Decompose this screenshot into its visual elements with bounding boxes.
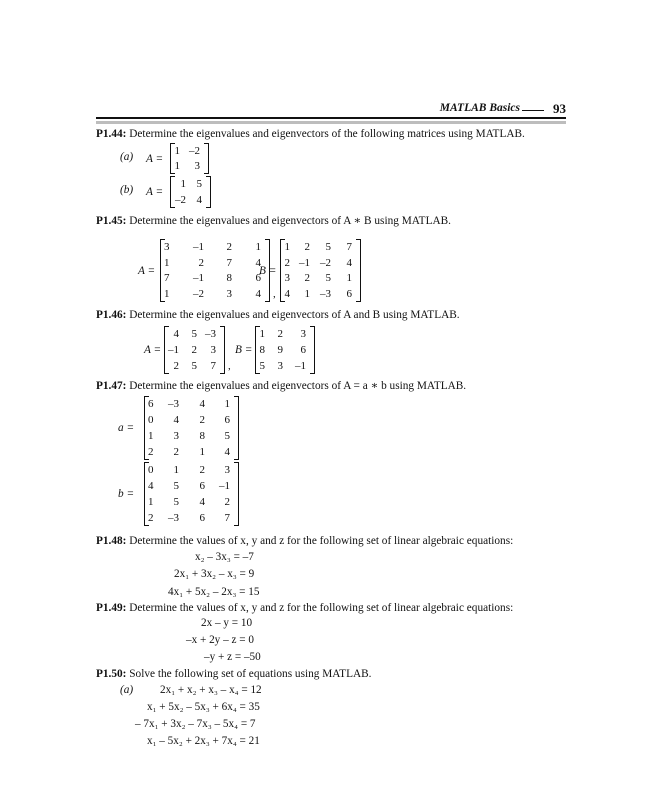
matrix-cell: –2 [189, 144, 200, 157]
problem-text: Solve the following set of equations using MATLAB. [126, 668, 372, 680]
matrix-p46-a [144, 326, 244, 374]
running-head [96, 102, 566, 118]
matrix-cell: –2 [193, 288, 204, 301]
matrix-cell: 5 [259, 360, 265, 372]
matrix-cells [284, 239, 356, 302]
problem-number: P1.49: [96, 602, 127, 614]
matrix-cell: 0 [148, 464, 154, 476]
right-bracket [234, 396, 239, 460]
equation: –y + z = –50 [204, 651, 261, 663]
matrix-cell: 2 [148, 512, 154, 524]
right-bracket [204, 143, 209, 174]
matrix-cell: 5 [196, 178, 202, 190]
matrix-p45-a [138, 239, 276, 302]
matrix-cell: 1 [259, 328, 265, 340]
matrix-cell: 2 [173, 360, 179, 372]
matrix-cell: –1 [193, 272, 204, 285]
matrix-cell: 1 [284, 240, 290, 253]
matrix-cell: 4 [199, 496, 205, 508]
matrix-cells [148, 396, 234, 460]
matrix-cells [148, 462, 234, 526]
matrix-cell: 4 [148, 480, 154, 492]
matrix-label: a = [118, 422, 135, 434]
matrix-p46-b [235, 326, 325, 374]
header-rule [96, 117, 566, 119]
matrix-cell: 4 [173, 328, 179, 340]
matrix-cell: 2 [199, 464, 205, 476]
matrix-p47-b [118, 462, 248, 526]
matrix-cell: 1 [148, 430, 154, 442]
problem-text: Determine the eigenvalues and eigenvectors of A = a ∗ b using MATLAB. [126, 380, 467, 392]
problem-text: Determine the values of x, y and z for the following set of linear algebraic equations: [126, 535, 514, 547]
matrix-cell: 1 [304, 288, 310, 301]
problem-p1-44 [96, 128, 525, 140]
header-dash [522, 110, 544, 111]
matrix-cell: 5 [191, 360, 197, 372]
problem-p1-48 [96, 535, 513, 547]
matrix-cell: –3 [320, 288, 331, 301]
matrix-cell: 9 [277, 344, 283, 356]
matrix-cell: 5 [191, 328, 197, 340]
matrix-label: B = [235, 344, 253, 356]
matrix-cell: 2 [173, 446, 179, 458]
matrix-cell: 1 [164, 256, 170, 269]
matrix-label: A = [138, 264, 156, 277]
matrix-cell: 4 [255, 288, 261, 301]
matrix-cell: 3 [173, 430, 179, 442]
matrix-cell: 1 [174, 160, 180, 173]
matrix-cell: 5 [325, 240, 331, 253]
problem-p1-46 [96, 309, 460, 321]
comma: , [228, 360, 231, 372]
matrix-cell: 8 [199, 430, 205, 442]
matrix-cell: 6 [199, 480, 205, 492]
problem-number: P1.45: [96, 215, 127, 227]
problem-number: P1.46: [96, 309, 127, 321]
matrix-cell: 4 [255, 256, 261, 269]
matrix-cell: 1 [224, 398, 230, 410]
problem-text: Determine the eigenvalues and eigenvectors of A ∗ B using MATLAB. [126, 215, 451, 227]
matrix-cell: 2 [226, 240, 232, 253]
matrix-cell: 2 [224, 496, 230, 508]
matrix-label: A = [146, 152, 164, 165]
matrix-cell: 3 [277, 360, 283, 372]
right-bracket [356, 239, 361, 302]
matrix-cell: –1 [299, 256, 310, 269]
matrix-cell: 5 [173, 496, 179, 508]
matrix-cells [259, 326, 310, 374]
part-a-label: (a) [120, 684, 134, 696]
matrix-cell: 4 [173, 414, 179, 426]
problem-number: P1.47: [96, 380, 127, 392]
matrix-cell: 2 [304, 272, 310, 285]
matrix-cell: 5 [173, 480, 179, 492]
matrix-cell: 2 [284, 256, 290, 269]
matrix-label: A = [146, 186, 164, 198]
matrix-cell: 6 [300, 344, 306, 356]
matrix-cell: 3 [226, 288, 232, 301]
problem-number: P1.50: [96, 668, 127, 680]
matrix-cell: –3 [168, 398, 179, 410]
matrix-cell: 4 [196, 194, 202, 206]
right-bracket [310, 326, 315, 374]
matrix-cell: 4 [346, 256, 352, 269]
matrix-cell: –2 [320, 256, 331, 269]
matrix-cell: 7 [224, 512, 230, 524]
matrix-cell: –1 [193, 240, 204, 253]
matrix-cell: 6 [255, 272, 261, 285]
matrix-cell: 1 [255, 240, 261, 253]
matrix-p45-b [259, 239, 369, 302]
equation: –x + 2y – z = 0 [186, 634, 254, 646]
matrix-cell: –1 [168, 344, 179, 356]
matrix-cell: 3 [300, 328, 306, 340]
part-b-label: (b) [120, 184, 134, 196]
equation: 4x₁ + 5x₂ – 2x₃ = 15 [168, 586, 260, 598]
matrix-label: b = [118, 488, 135, 500]
matrix-cell: 6 [224, 414, 230, 426]
matrix-cell: 6 [199, 512, 205, 524]
problem-number: P1.48: [96, 535, 127, 547]
matrix-cell: 1 [180, 178, 186, 190]
equation: 2x₁ + x₂ + x₃ – x₄ = 12 [160, 684, 262, 696]
matrix-cell: 7 [164, 272, 170, 285]
equation: 2x₁ + 3x₂ – x₃ = 9 [174, 568, 255, 580]
matrix-cells [164, 239, 265, 302]
problem-p1-47 [96, 379, 466, 392]
matrix-cell: 2 [198, 256, 204, 269]
equation: 2x – y = 10 [201, 617, 253, 629]
matrix-cell: –1 [219, 480, 230, 492]
equation: x₂ – 3x₃ = –7 [195, 551, 254, 563]
matrix-cell: 1 [164, 288, 170, 301]
equation: x₁ + 5x₂ – 5x₃ + 6x₄ = 35 [147, 701, 260, 713]
matrix-cell: 8 [226, 272, 232, 285]
matrix-cell: 6 [346, 288, 352, 301]
matrix-cell: 2 [191, 344, 197, 356]
matrix-cell: –2 [175, 194, 186, 206]
matrix-cell: 8 [259, 344, 265, 356]
matrix-cell: 4 [284, 288, 290, 301]
matrix-cell: 7 [346, 240, 352, 253]
matrix-cell: –3 [205, 328, 216, 340]
matrix-cell: 1 [148, 496, 154, 508]
equation: x₁ – 5x₂ + 2x₃ + 7x₄ = 21 [147, 735, 260, 747]
matrix-cell: 3 [164, 240, 170, 253]
matrix-cell: 6 [148, 398, 154, 410]
matrix-p47-a [118, 396, 248, 460]
matrix-cell: 4 [224, 446, 230, 458]
comma: , [273, 288, 276, 300]
matrix-label: B = [259, 264, 277, 277]
matrix-cell: 5 [325, 272, 331, 285]
matrix-cell: –1 [295, 360, 306, 372]
problem-p1-49 [96, 602, 513, 614]
page-number: 93 [553, 101, 566, 116]
matrix-cell: 4 [199, 398, 205, 410]
matrix-cells [174, 176, 206, 208]
matrix-cell: 1 [173, 464, 179, 476]
matrix-cell: 3 [224, 464, 230, 476]
matrix-p44-a [146, 143, 216, 174]
matrix-cell: 5 [224, 430, 230, 442]
matrix-cells [168, 326, 220, 374]
matrix-cell: 1 [199, 446, 205, 458]
problem-text: Determine the eigenvalues and eigenvectors of A and B using MATLAB. [126, 309, 460, 321]
part-a-label: (a) [120, 151, 134, 163]
matrix-cell: 1 [174, 144, 180, 157]
matrix-cell: 1 [346, 272, 352, 285]
matrix-cell: 3 [194, 160, 200, 173]
right-bracket [220, 326, 225, 374]
matrix-cells [174, 143, 204, 174]
equation: – 7x₁ + 3x₂ – 7x₃ – 5x₄ = 7 [135, 718, 256, 730]
problem-p1-50 [96, 668, 372, 680]
problem-number: P1.44: [96, 128, 127, 140]
matrix-cell: 2 [148, 446, 154, 458]
matrix-cell: 7 [226, 256, 232, 269]
matrix-cell: –3 [168, 512, 179, 524]
matrix-cell: 2 [304, 240, 310, 253]
problem-p1-45 [96, 214, 451, 227]
header-rule-shade [96, 121, 566, 124]
matrix-cell: 2 [277, 328, 283, 340]
section-title: MATLAB Basics [439, 102, 520, 114]
problem-text: Determine the values of x, y and z for the following set of linear algebraic equations: [126, 602, 514, 614]
problem-text: Determine the eigenvalues and eigenvectors of the following matrices using MATLAB. [126, 128, 525, 140]
matrix-cell: 7 [210, 360, 216, 372]
matrix-p44-b [146, 176, 226, 208]
matrix-cell: 3 [210, 344, 216, 356]
matrix-label: A = [144, 344, 162, 356]
matrix-cell: 3 [284, 272, 290, 285]
matrix-cell: 2 [199, 414, 205, 426]
right-bracket [206, 176, 211, 208]
right-bracket [234, 462, 239, 526]
matrix-cell: 0 [148, 414, 154, 426]
